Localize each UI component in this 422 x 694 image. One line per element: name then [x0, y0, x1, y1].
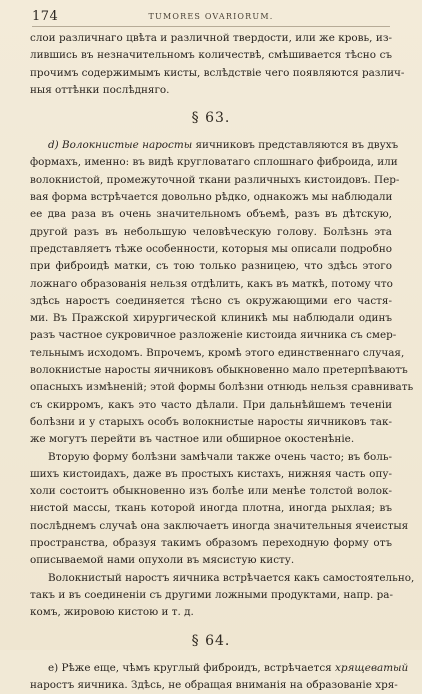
text-line: формахъ, именно: въ видѣ кругловатаго сплошнаго фиброида, или [30, 154, 392, 171]
text-line: ложнаго образованія нельзя отдѣлить, какъ въ маткѣ, потому что [30, 276, 392, 293]
paragraph-cartilaginous [30, 660, 392, 694]
text-line: при фиброидѣ матки, съ тою только разницею, что здѣсь этого [30, 258, 392, 275]
page-header [32, 12, 390, 27]
paragraph-second-form [30, 449, 392, 570]
text-line: тельнымъ исходомъ. Впрочемъ, кромѣ этого единственнаго случая, [30, 345, 392, 362]
text-line: лившись въ незначительномъ количествѣ, смѣшивается тѣсно съ [30, 47, 392, 64]
text-line: болѣзни и у старыхъ особъ волокнистые наросты яичниковъ так- [30, 414, 392, 431]
text-line: волокнистой, промежуточной ткани различныхъ кистоидовъ. Пер- [30, 172, 392, 189]
text-run: яичниковъ представляются въ двухъ [192, 139, 398, 151]
paragraph-fibroid [30, 137, 392, 448]
text-line: Волокнистый наростъ яичника встрѣчается какъ самостоятельно, [30, 570, 392, 587]
emphasis-term: хрящеватый [335, 662, 408, 674]
paragraph-lead: d) Волокнистые наросты [48, 139, 192, 151]
text-line [30, 660, 392, 677]
text-line: волокнистые наросты яичниковъ обыкновенно мало претерпѣваютъ [30, 362, 392, 379]
text-line: такъ и въ соединеніи съ другими ложными продуктами, напр. ра- [30, 587, 392, 604]
text-line: послѣднемъ случаѣ она заключаетъ иногда значительныя ячеистыя [30, 518, 392, 535]
page-number: 174 [32, 9, 58, 24]
text-line: съ скирромъ, какъ это часто дѣлали. При дальнѣйшемъ теченіи [30, 397, 392, 414]
text-line: ми. Въ Пражской хирургической клиникѣ мы наблюдали одинъ [30, 310, 392, 327]
text-line: наростъ яичника. Здѣсь, не обращая вниманія на образованіе хря- [30, 677, 392, 694]
text-line: разъ частное сукровичное разложеніе кистоида яичника съ смер- [30, 327, 392, 344]
running-head: TUMORES OVARIORUM. [32, 12, 390, 21]
text-line: вая форма встрѣчается довольно рѣдко, однакожъ мы наблюдали [30, 189, 392, 206]
section-heading-64: § 64. [30, 622, 392, 660]
text-line: опасныхъ измѣненій; этой формы болѣзни отнюдь нельзя сравнивать [30, 379, 392, 396]
paragraph-combination [30, 570, 392, 622]
page-body [30, 30, 392, 694]
text-line: ныя оттѣнки послѣдняго. [30, 82, 392, 99]
text-line: описываемой нами опухоли въ мясистую кисту. [30, 552, 392, 569]
text-line: нистой массы, ткань которой иногда плотна, иногда рыхлая; въ [30, 500, 392, 517]
text-line [30, 137, 392, 154]
section-heading-63: § 63. [30, 99, 392, 137]
text-line: другой разъ въ небольшую человѣческую голову. Болѣзнь эта [30, 224, 392, 241]
intro-paragraph [30, 30, 392, 99]
text-line: же могутъ перейти въ частное или обширное окостенѣніе. [30, 431, 392, 448]
text-line: холи состоитъ обыкновенно изъ болѣе или менѣе толстой волок- [30, 483, 392, 500]
text-line: комъ, жировою кистою и т. д. [30, 604, 392, 621]
text-line: слои различнаго цвѣта и различной твердости, или же кровь, из- [30, 30, 392, 47]
text-line: Вторую форму болѣзни замѣчали также очень часто; въ боль- [30, 449, 392, 466]
text-line: здѣсь наростъ соединяется тѣсно съ окружающими его частя- [30, 293, 392, 310]
text-line: ее два раза въ очень значительномъ объемѣ, разъ въ дѣтскую, [30, 206, 392, 223]
text-run: e) Рѣже еще, чѣмъ круглый фиброидъ, встрѣчается [48, 662, 335, 674]
text-line: прочимъ содержимымъ кисты, вслѣдствіе чего появляются различ- [30, 65, 392, 82]
text-line: пространства, образуя такимъ образомъ переходную форму отъ [30, 535, 392, 552]
text-line: шихъ кистоидахъ, даже въ простыхъ кистахъ, нижняя часть опу- [30, 466, 392, 483]
text-line: представляетъ тѣже особенности, которыя мы описали подробно [30, 241, 392, 258]
